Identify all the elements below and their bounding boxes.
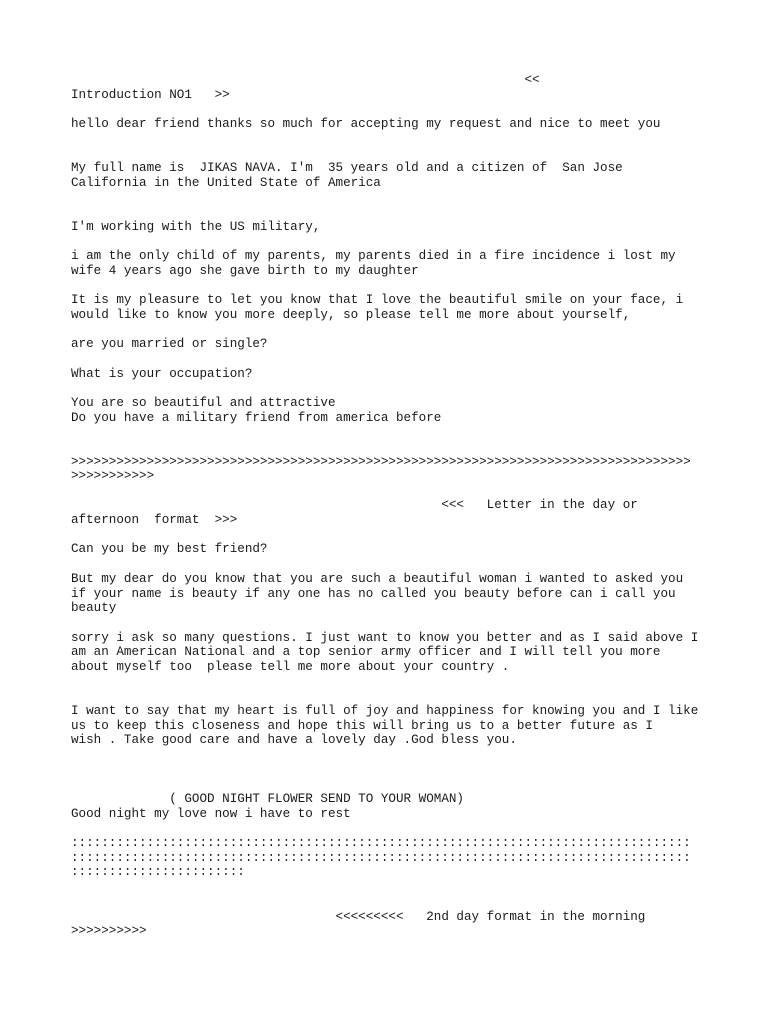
text-line: us to keep this closeness and hope this will bring us to a better future as I (71, 719, 653, 733)
text-line: Can you be my best friend? (71, 542, 268, 556)
text-line: wish . Take good care and have a lovely day .God bless you. (71, 733, 517, 747)
text-line: beauty (71, 601, 117, 615)
text-line: sorry i ask so many questions. I just want to know you better and as I said above I (71, 631, 699, 645)
back-marker: << (71, 73, 540, 87)
text-line: wife 4 years ago she gave birth to my daughter (71, 264, 419, 278)
separator-line: :::::::::::::::::::::::::::::::::::::::::::::::::::::::::::::::::::::::::::::::::: (71, 836, 691, 850)
text-line: if your name is beauty if any one has no called you beauty before can i call you (71, 587, 676, 601)
text-line: I want to say that my heart is full of joy and happiness for knowing you and I like (71, 704, 699, 718)
section-heading: Introduction NO1 >> (71, 88, 230, 102)
text-line: hello dear friend thanks so much for accepting my request and nice to meet you (71, 117, 661, 131)
text-line: am an American National and a top senior army officer and I will tell you more (71, 645, 661, 659)
text-line: But my dear do you know that you are such a beautiful woman i wanted to asked you (71, 572, 684, 586)
text-line: California in the United State of America (71, 176, 381, 190)
section-heading: <<< Letter in the day or (71, 498, 638, 512)
section-heading: ( GOOD NIGHT FLOWER SEND TO YOUR WOMAN) (71, 792, 464, 806)
section-heading: <<<<<<<<< 2nd day format in the morning (71, 910, 646, 924)
text-line: would like to know you more deeply, so please tell me more about yourself, (71, 308, 631, 322)
separator-line: ::::::::::::::::::::::: (71, 865, 245, 879)
text-line: You are so beautiful and attractive (71, 396, 336, 410)
separator-line: >>>>>>>>>>>>>>>>>>>>>>>>>>>>>>>>>>>>>>>>>>>>>>>>>>>>>>>>>>>>>>>>>>>>>>>>>>>>>>>>>> (71, 455, 691, 469)
text-line: It is my pleasure to let you know that I love the beautiful smile on your face, i (71, 293, 684, 307)
section-heading: afternoon format >>> (71, 513, 238, 527)
section-heading: >>>>>>>>>> (71, 924, 147, 938)
text-line: My full name is JIKAS NAVA. I'm 35 years old and a citizen of San Jose (71, 161, 623, 175)
text-line: are you married or single? (71, 337, 268, 351)
separator-line: >>>>>>>>>>> (71, 469, 155, 483)
text-line: Do you have a military friend from america before (71, 411, 442, 425)
text-line: i am the only child of my parents, my parents died in a fire incidence i lost my (71, 249, 676, 263)
separator-line: :::::::::::::::::::::::::::::::::::::::::::::::::::::::::::::::::::::::::::::::::: (71, 851, 691, 865)
text-line: Good night my love now i have to rest (71, 807, 351, 821)
text-line: about myself too please tell me more about your country . (71, 660, 510, 674)
text-line: I'm working with the US military, (71, 220, 321, 234)
text-line: What is your occupation? (71, 367, 253, 381)
